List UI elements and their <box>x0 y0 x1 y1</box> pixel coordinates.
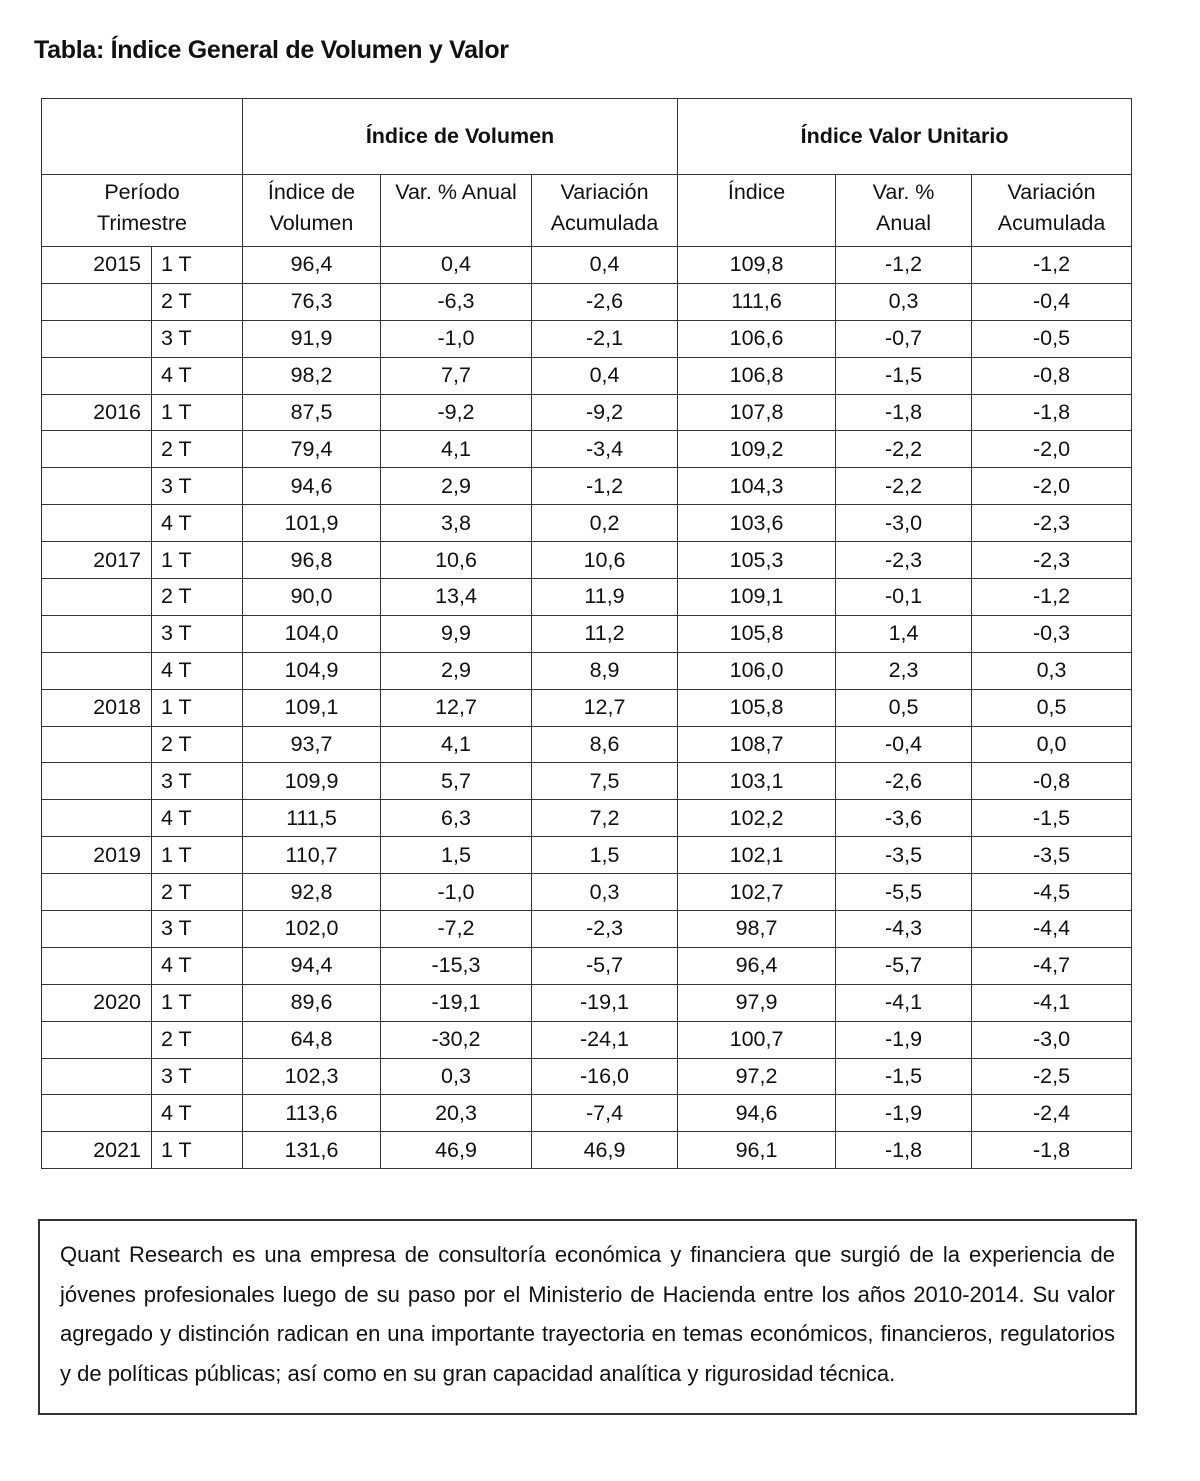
row-year <box>42 320 152 357</box>
table-row <box>42 726 1132 763</box>
cell-unit-value-annual-var: -2,2 <box>836 468 972 505</box>
cell-volume-index: 98,2 <box>243 357 381 394</box>
cell-volume-cumulative: 10,6 <box>532 542 678 579</box>
cell-unit-value-cumulative: -3,5 <box>972 837 1132 874</box>
row-quarter: 1 T <box>152 394 243 431</box>
cell-unit-value-cumulative: 0,5 <box>972 689 1132 726</box>
cell-volume-annual-var: 6,3 <box>381 800 532 837</box>
cell-volume-cumulative: 0,4 <box>532 247 678 284</box>
cell-volume-cumulative: -3,4 <box>532 431 678 468</box>
row-quarter: 1 T <box>152 542 243 579</box>
cell-volume-index: 131,6 <box>243 1132 381 1169</box>
cell-unit-value-cumulative: -0,8 <box>972 763 1132 800</box>
table-row <box>42 800 1132 837</box>
row-year <box>42 615 152 652</box>
row-year <box>42 1058 152 1095</box>
cell-unit-value-annual-var: -1,8 <box>836 394 972 431</box>
cell-unit-value-index: 94,6 <box>678 1095 836 1132</box>
cell-unit-value-index: 109,1 <box>678 579 836 616</box>
cell-unit-value-annual-var: -3,5 <box>836 837 972 874</box>
cell-unit-value-annual-var: 0,3 <box>836 283 972 320</box>
row-year <box>42 947 152 984</box>
cell-unit-value-cumulative: -2,4 <box>972 1095 1132 1132</box>
cell-unit-value-index: 108,7 <box>678 726 836 763</box>
table-row <box>42 357 1132 394</box>
cell-unit-value-index: 104,3 <box>678 468 836 505</box>
cell-volume-annual-var: 12,7 <box>381 689 532 726</box>
cell-volume-index: 91,9 <box>243 320 381 357</box>
column-header-volume-annual-var: Var. % Anual <box>381 175 532 247</box>
row-quarter: 2 T <box>152 431 243 468</box>
cell-unit-value-annual-var: -1,9 <box>836 1095 972 1132</box>
cell-volume-annual-var: 3,8 <box>381 505 532 542</box>
cell-volume-index: 102,3 <box>243 1058 381 1095</box>
row-year <box>42 505 152 542</box>
cell-unit-value-index: 102,1 <box>678 837 836 874</box>
row-quarter: 4 T <box>152 800 243 837</box>
cell-unit-value-index: 109,8 <box>678 247 836 284</box>
row-quarter: 2 T <box>152 726 243 763</box>
table-row <box>42 468 1132 505</box>
cell-volume-index: 94,4 <box>243 947 381 984</box>
cell-unit-value-annual-var: -3,0 <box>836 505 972 542</box>
cell-unit-value-index: 102,2 <box>678 800 836 837</box>
row-quarter: 1 T <box>152 837 243 874</box>
table-row <box>42 283 1132 320</box>
cell-unit-value-index: 105,3 <box>678 542 836 579</box>
cell-unit-value-annual-var: -1,5 <box>836 1058 972 1095</box>
cell-unit-value-cumulative: -4,4 <box>972 911 1132 948</box>
company-note: Quant Research es una empresa de consultoría económica y financiera que surgió de la experiencia de jóvenes profesionales luego de su paso por el Ministerio de Hacienda entre los años 2010-2014. Su valor agregado y distinción radican en una importante trayectoria en temas económicos, financieros, regulatorios y de políticas públicas; así como en su gran capacidad analítica y rigurosidad técnica. <box>38 1219 1137 1415</box>
cell-volume-cumulative: -5,7 <box>532 947 678 984</box>
cell-unit-value-annual-var: -0,4 <box>836 726 972 763</box>
cell-unit-value-cumulative: 0,0 <box>972 726 1132 763</box>
table-row <box>42 1021 1132 1058</box>
cell-volume-cumulative: 46,9 <box>532 1132 678 1169</box>
cell-unit-value-index: 98,7 <box>678 911 836 948</box>
cell-volume-index: 64,8 <box>243 1021 381 1058</box>
table-row <box>42 1095 1132 1132</box>
row-quarter: 3 T <box>152 468 243 505</box>
cell-volume-index: 96,4 <box>243 247 381 284</box>
cell-unit-value-cumulative: -2,3 <box>972 542 1132 579</box>
cell-unit-value-cumulative: -4,5 <box>972 874 1132 911</box>
cell-volume-cumulative: 11,2 <box>532 615 678 652</box>
cell-unit-value-cumulative: -4,1 <box>972 984 1132 1021</box>
column-header-unit-value-index: Índice <box>678 175 836 247</box>
column-header-unit-value-annual-var: Var. % Anual <box>836 175 972 247</box>
cell-volume-cumulative: -16,0 <box>532 1058 678 1095</box>
cell-volume-cumulative: -9,2 <box>532 394 678 431</box>
cell-unit-value-annual-var: -5,7 <box>836 947 972 984</box>
table-row <box>42 320 1132 357</box>
cell-unit-value-index: 105,8 <box>678 689 836 726</box>
group-header-volume: Índice de Volumen <box>243 99 678 175</box>
cell-volume-annual-var: 2,9 <box>381 468 532 505</box>
cell-unit-value-cumulative: -1,2 <box>972 247 1132 284</box>
cell-unit-value-cumulative: -0,3 <box>972 615 1132 652</box>
cell-volume-annual-var: 7,7 <box>381 357 532 394</box>
cell-unit-value-index: 96,1 <box>678 1132 836 1169</box>
table-row <box>42 911 1132 948</box>
row-year <box>42 874 152 911</box>
row-quarter: 2 T <box>152 1021 243 1058</box>
cell-unit-value-index: 105,8 <box>678 615 836 652</box>
row-year <box>42 431 152 468</box>
cell-volume-annual-var: 0,4 <box>381 247 532 284</box>
cell-volume-index: 101,9 <box>243 505 381 542</box>
cell-volume-annual-var: 9,9 <box>381 615 532 652</box>
table-row <box>42 247 1132 284</box>
cell-volume-annual-var: -7,2 <box>381 911 532 948</box>
row-year <box>42 726 152 763</box>
table-row <box>42 984 1132 1021</box>
row-year: 2015 <box>42 247 152 284</box>
cell-volume-cumulative: 0,2 <box>532 505 678 542</box>
column-header-period: Período Trimestre <box>42 175 243 247</box>
cell-volume-annual-var: 4,1 <box>381 431 532 468</box>
cell-unit-value-cumulative: -2,3 <box>972 505 1132 542</box>
cell-unit-value-cumulative: -0,5 <box>972 320 1132 357</box>
row-quarter: 2 T <box>152 874 243 911</box>
cell-volume-cumulative: -2,1 <box>532 320 678 357</box>
cell-volume-index: 76,3 <box>243 283 381 320</box>
cell-volume-annual-var: -30,2 <box>381 1021 532 1058</box>
cell-volume-cumulative: -1,2 <box>532 468 678 505</box>
cell-unit-value-annual-var: -4,3 <box>836 911 972 948</box>
row-quarter: 4 T <box>152 357 243 394</box>
cell-volume-annual-var: 2,9 <box>381 652 532 689</box>
cell-volume-annual-var: 1,5 <box>381 837 532 874</box>
cell-unit-value-annual-var: 2,3 <box>836 652 972 689</box>
cell-unit-value-cumulative: -2,5 <box>972 1058 1132 1095</box>
cell-volume-index: 104,0 <box>243 615 381 652</box>
row-year <box>42 579 152 616</box>
cell-volume-annual-var: -1,0 <box>381 874 532 911</box>
table-row <box>42 947 1132 984</box>
cell-unit-value-annual-var: 1,4 <box>836 615 972 652</box>
cell-volume-cumulative: 0,3 <box>532 874 678 911</box>
row-quarter: 2 T <box>152 283 243 320</box>
cell-volume-cumulative: 12,7 <box>532 689 678 726</box>
row-year <box>42 763 152 800</box>
cell-volume-index: 90,0 <box>243 579 381 616</box>
table-row <box>42 579 1132 616</box>
cell-unit-value-cumulative: -1,8 <box>972 1132 1132 1169</box>
cell-unit-value-annual-var: -1,2 <box>836 247 972 284</box>
table-row <box>42 1058 1132 1095</box>
cell-volume-index: 102,0 <box>243 911 381 948</box>
cell-volume-cumulative: 1,5 <box>532 837 678 874</box>
cell-volume-index: 87,5 <box>243 394 381 431</box>
cell-unit-value-index: 97,2 <box>678 1058 836 1095</box>
cell-unit-value-cumulative: 0,3 <box>972 652 1132 689</box>
row-quarter: 2 T <box>152 579 243 616</box>
cell-volume-index: 94,6 <box>243 468 381 505</box>
cell-unit-value-index: 103,1 <box>678 763 836 800</box>
column-header-unit-value-cumulative: Variación Acumulada <box>972 175 1132 247</box>
data-table <box>41 98 1132 1169</box>
column-header-volume-index: Índice de Volumen <box>243 175 381 247</box>
table-row <box>42 763 1132 800</box>
row-year: 2020 <box>42 984 152 1021</box>
cell-unit-value-annual-var: -0,7 <box>836 320 972 357</box>
row-quarter: 1 T <box>152 689 243 726</box>
cell-unit-value-cumulative: -1,2 <box>972 579 1132 616</box>
table-row <box>42 689 1132 726</box>
cell-unit-value-index: 109,2 <box>678 431 836 468</box>
cell-volume-index: 113,6 <box>243 1095 381 1132</box>
table-row <box>42 431 1132 468</box>
cell-volume-annual-var: -9,2 <box>381 394 532 431</box>
cell-unit-value-annual-var: -2,3 <box>836 542 972 579</box>
row-quarter: 3 T <box>152 615 243 652</box>
row-year: 2018 <box>42 689 152 726</box>
table-row <box>42 1132 1132 1169</box>
cell-unit-value-cumulative: -3,0 <box>972 1021 1132 1058</box>
cell-unit-value-annual-var: -2,6 <box>836 763 972 800</box>
cell-volume-cumulative: 7,2 <box>532 800 678 837</box>
cell-volume-index: 109,1 <box>243 689 381 726</box>
cell-unit-value-annual-var: -2,2 <box>836 431 972 468</box>
cell-unit-value-cumulative: -1,8 <box>972 394 1132 431</box>
table-row <box>42 652 1132 689</box>
cell-volume-cumulative: 7,5 <box>532 763 678 800</box>
row-quarter: 1 T <box>152 247 243 284</box>
row-quarter: 3 T <box>152 763 243 800</box>
cell-volume-index: 104,9 <box>243 652 381 689</box>
cell-unit-value-index: 96,4 <box>678 947 836 984</box>
cell-volume-index: 96,8 <box>243 542 381 579</box>
cell-volume-cumulative: 11,9 <box>532 579 678 616</box>
table-row <box>42 615 1132 652</box>
cell-volume-cumulative: -7,4 <box>532 1095 678 1132</box>
cell-unit-value-annual-var: -1,5 <box>836 357 972 394</box>
cell-volume-index: 92,8 <box>243 874 381 911</box>
cell-volume-index: 109,9 <box>243 763 381 800</box>
cell-volume-annual-var: 20,3 <box>381 1095 532 1132</box>
row-year <box>42 1095 152 1132</box>
table-row <box>42 505 1132 542</box>
cell-unit-value-index: 103,6 <box>678 505 836 542</box>
row-quarter: 1 T <box>152 984 243 1021</box>
row-year <box>42 800 152 837</box>
table-row <box>42 837 1132 874</box>
cell-volume-index: 110,7 <box>243 837 381 874</box>
row-year: 2021 <box>42 1132 152 1169</box>
row-year <box>42 652 152 689</box>
cell-unit-value-cumulative: -4,7 <box>972 947 1132 984</box>
row-year <box>42 911 152 948</box>
cell-volume-annual-var: 5,7 <box>381 763 532 800</box>
row-quarter: 3 T <box>152 320 243 357</box>
cell-volume-cumulative: -19,1 <box>532 984 678 1021</box>
group-header-unit-value: Índice Valor Unitario <box>678 99 1132 175</box>
cell-volume-annual-var: -1,0 <box>381 320 532 357</box>
cell-volume-index: 93,7 <box>243 726 381 763</box>
row-quarter: 3 T <box>152 911 243 948</box>
row-quarter: 4 T <box>152 652 243 689</box>
cell-volume-cumulative: 0,4 <box>532 357 678 394</box>
cell-unit-value-annual-var: -0,1 <box>836 579 972 616</box>
table-row <box>42 394 1132 431</box>
cell-unit-value-index: 106,0 <box>678 652 836 689</box>
row-quarter: 4 T <box>152 1095 243 1132</box>
row-quarter: 4 T <box>152 947 243 984</box>
cell-unit-value-annual-var: 0,5 <box>836 689 972 726</box>
cell-volume-annual-var: 4,1 <box>381 726 532 763</box>
cell-unit-value-cumulative: -0,8 <box>972 357 1132 394</box>
cell-volume-annual-var: 10,6 <box>381 542 532 579</box>
cell-volume-annual-var: -6,3 <box>381 283 532 320</box>
row-year: 2016 <box>42 394 152 431</box>
cell-unit-value-index: 97,9 <box>678 984 836 1021</box>
cell-volume-cumulative: -2,6 <box>532 283 678 320</box>
cell-volume-index: 79,4 <box>243 431 381 468</box>
cell-volume-cumulative: -24,1 <box>532 1021 678 1058</box>
cell-volume-cumulative: 8,6 <box>532 726 678 763</box>
cell-volume-annual-var: -19,1 <box>381 984 532 1021</box>
table-row <box>42 542 1132 579</box>
cell-unit-value-annual-var: -4,1 <box>836 984 972 1021</box>
cell-unit-value-annual-var: -3,6 <box>836 800 972 837</box>
row-quarter: 4 T <box>152 505 243 542</box>
page-title: Tabla: Índice General de Volumen y Valor <box>34 36 509 64</box>
cell-unit-value-index: 111,6 <box>678 283 836 320</box>
cell-volume-annual-var: 13,4 <box>381 579 532 616</box>
cell-volume-cumulative: 8,9 <box>532 652 678 689</box>
row-year <box>42 468 152 505</box>
table-body <box>42 247 1132 1169</box>
row-quarter: 3 T <box>152 1058 243 1095</box>
cell-unit-value-index: 100,7 <box>678 1021 836 1058</box>
cell-unit-value-annual-var: -1,9 <box>836 1021 972 1058</box>
cell-unit-value-index: 102,7 <box>678 874 836 911</box>
row-year <box>42 1021 152 1058</box>
cell-unit-value-cumulative: -2,0 <box>972 431 1132 468</box>
cell-volume-annual-var: 46,9 <box>381 1132 532 1169</box>
cell-unit-value-index: 107,8 <box>678 394 836 431</box>
column-header-volume-cumulative: Variación Acumulada <box>532 175 678 247</box>
cell-volume-index: 89,6 <box>243 984 381 1021</box>
row-quarter: 1 T <box>152 1132 243 1169</box>
cell-unit-value-index: 106,8 <box>678 357 836 394</box>
row-year <box>42 357 152 394</box>
cell-unit-value-index: 106,6 <box>678 320 836 357</box>
cell-volume-index: 111,5 <box>243 800 381 837</box>
row-year: 2017 <box>42 542 152 579</box>
cell-unit-value-cumulative: -0,4 <box>972 283 1132 320</box>
cell-volume-cumulative: -2,3 <box>532 911 678 948</box>
cell-unit-value-cumulative: -2,0 <box>972 468 1132 505</box>
cell-unit-value-cumulative: -1,5 <box>972 800 1132 837</box>
table-row <box>42 874 1132 911</box>
row-year <box>42 283 152 320</box>
cell-volume-annual-var: 0,3 <box>381 1058 532 1095</box>
row-year: 2019 <box>42 837 152 874</box>
cell-unit-value-annual-var: -5,5 <box>836 874 972 911</box>
header-blank-cell <box>42 99 243 175</box>
cell-unit-value-annual-var: -1,8 <box>836 1132 972 1169</box>
cell-volume-annual-var: -15,3 <box>381 947 532 984</box>
